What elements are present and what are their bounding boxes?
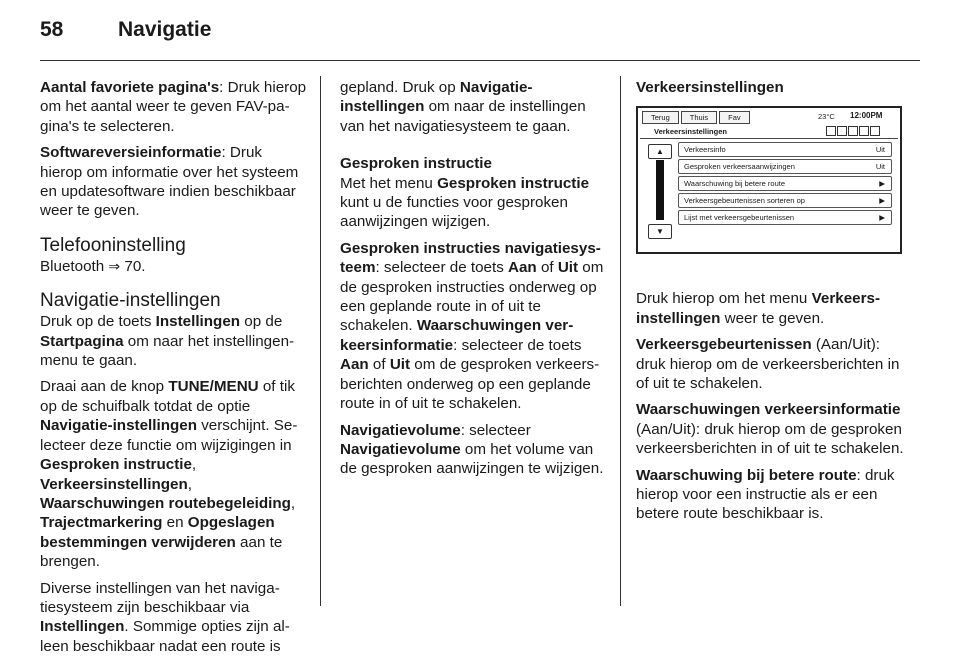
text: Diverse instellingen van het navigatiesysteem zijn beschikbaar via <box>40 579 280 616</box>
text: aan te brengen. <box>40 533 283 571</box>
text: : selecteer de toets <box>453 336 582 354</box>
text: : druk hierop voor een instructie als er een betere route beschikbaar is. <box>636 466 895 523</box>
term: Navigatie-instellingen <box>40 417 197 435</box>
chevron-right-icon: ▶ <box>879 179 885 188</box>
screen-tabs <box>642 111 750 124</box>
list-item[interactable] <box>678 210 892 225</box>
paragraph-tune-menu <box>40 377 308 571</box>
screen-divider <box>640 138 898 139</box>
paragraph-favorieten <box>40 78 308 136</box>
term: Waarschuwingen verkeersinformatie <box>636 401 901 419</box>
paragraph-software <box>40 143 308 221</box>
text: . Sommige opties zijn alleen beschikbaar nadat een route is <box>40 618 290 655</box>
page-reference[interactable]: 70. <box>124 257 146 275</box>
tab-terug[interactable]: Terug <box>642 111 679 124</box>
heading-telefooninstelling: Telefooninstelling <box>40 234 186 256</box>
text: om naar de instellingen van het navigatiesysteem te gaan. <box>340 98 586 135</box>
header-rule <box>40 60 920 61</box>
page-title: Navigatie <box>118 18 212 41</box>
text: op de <box>240 313 283 331</box>
text: Druk hierop om het menu <box>636 290 812 308</box>
chevron-right-icon: ▶ <box>879 196 885 205</box>
text: : selecteer <box>460 421 531 439</box>
column-divider-2 <box>620 76 621 606</box>
status-icon <box>848 126 858 136</box>
heading-gesproken-instructie: Gesproken instructie <box>340 155 492 173</box>
term: Gesproken instructie <box>40 456 192 474</box>
item-value: Uit <box>875 162 885 171</box>
text: verschijnt. Selecteer deze functie om wijzigingen in <box>40 417 298 454</box>
text: en <box>162 514 188 532</box>
term: Gesproken instructies navigatiesysteem <box>340 239 601 277</box>
list-item[interactable] <box>678 159 892 174</box>
clock: 12:00PM <box>850 111 883 120</box>
paragraph-gesproken-menu <box>340 174 608 232</box>
term: Uit <box>389 356 411 374</box>
term: Startpagina <box>40 332 124 350</box>
text: of <box>536 259 558 277</box>
term: Aantal favoriete pagina's <box>40 79 220 96</box>
paragraph-verkeers-menu <box>636 289 904 328</box>
text: om naar het instellingenmenu te gaan. <box>40 332 295 370</box>
page-header <box>40 18 211 42</box>
text: gepland. Druk op <box>340 79 460 96</box>
item-label: Verkeersgebeurtenissen sorteren op <box>684 196 805 205</box>
term: Instellingen <box>155 313 241 331</box>
text: , <box>290 494 296 512</box>
paragraph-verkeersgebeurtenissen <box>636 335 904 393</box>
item-value: Uit <box>875 145 885 154</box>
paragraph-navigatievolume <box>340 421 608 479</box>
arrow-icon: ⇒ <box>108 257 121 274</box>
text: , <box>187 475 192 493</box>
status-icons <box>826 126 880 136</box>
list-item[interactable] <box>678 193 892 208</box>
term: Gesproken instructie <box>437 174 590 192</box>
paragraph-bluetooth <box>40 257 308 276</box>
item-label: Lijst met verkeersgebeurtenissen <box>684 213 795 222</box>
text: om de gesproken verkeersberichten onderweg op een geplande route in of uit te schakelen. <box>340 356 600 413</box>
list-item[interactable] <box>678 176 892 191</box>
paragraph-betere-route <box>636 466 904 524</box>
text: om de gesproken instructies onderweg op een geplande route in of uit te schakelen. <box>340 259 604 335</box>
scroll-down-button[interactable]: ▼ <box>648 224 672 239</box>
term: Waarschuwingen routebegeleiding <box>40 494 291 512</box>
paragraph-diverse <box>40 579 308 657</box>
term: Aan <box>340 356 369 374</box>
term: Softwareversieinformatie <box>40 144 222 162</box>
term: Waarschuwingen verkeersinformatie <box>340 317 574 354</box>
tab-thuis[interactable]: Thuis <box>681 111 717 124</box>
paragraph-gepland <box>340 78 608 136</box>
term: Waarschuwing bij betere route <box>636 466 857 484</box>
verkeersinstellingen-screen <box>636 106 902 254</box>
term: Navigatievolume <box>340 440 461 458</box>
text: of <box>368 356 390 374</box>
term: Verkeersinstellingen <box>636 290 881 327</box>
paragraph-instellingen <box>40 312 308 370</box>
text: kunt u de functies voor gesproken aanwijzingen wijzigen. <box>340 194 568 231</box>
term: Verkeersinstellingen <box>40 475 188 493</box>
text: Druk op de toets <box>40 313 156 331</box>
page-number: 58 <box>40 18 64 41</box>
paragraph-waarschuwingen <box>636 400 904 458</box>
status-icon <box>837 126 847 136</box>
term: Uit <box>557 259 579 277</box>
term: Trajectmarkering <box>40 514 163 532</box>
text: (Aan/Uit): druk hierop om de gesproken verkeersberichten in of uit te schakelen. <box>636 420 904 458</box>
list-item[interactable] <box>678 142 892 157</box>
temperature: 23°C <box>818 112 835 121</box>
tab-fav[interactable]: Fav <box>719 111 750 124</box>
chevron-right-icon: ▶ <box>879 213 885 222</box>
text: of tik op de schuifbalk totdat de optie <box>40 378 295 415</box>
item-label: Gesproken verkeersaanwijzingen <box>684 162 795 171</box>
heading-verkeersinstellingen: Verkeersinstellingen <box>636 79 784 96</box>
term: Navigatie-instellingen <box>340 79 533 116</box>
item-label: Verkeersinfo <box>684 145 726 154</box>
text: : Druk hierop om informatie over het systeem en updatesoftware indien beschikbaar weer te geven. <box>40 144 299 220</box>
text: , <box>191 456 197 474</box>
text: : Druk hierop om het aantal weer te geven FAV-pagina's te selecteren. <box>40 79 307 135</box>
text: Met het menu <box>340 174 438 192</box>
text: Bluetooth <box>40 257 105 275</box>
term: Verkeersgebeurtenissen <box>636 336 812 354</box>
term: Instellingen <box>40 618 125 636</box>
text: om het volume van de gesproken aanwijzingen te wijzigen. <box>340 440 604 478</box>
paragraph-gesproken-instructies <box>340 239 608 414</box>
screen-title: Verkeersinstellingen <box>654 127 727 136</box>
column-2 <box>340 78 608 486</box>
text: Draai aan de knop <box>40 378 169 396</box>
item-label: Waarschuwing bij betere route <box>684 179 786 188</box>
status-icon <box>859 126 869 136</box>
text: : selecteer de toets <box>375 259 509 277</box>
scrollbar[interactable] <box>656 160 664 220</box>
text: (Aan/Uit): druk hierop om de verkeersberichten in of uit te schakelen. <box>636 336 900 393</box>
text: weer te geven. <box>720 309 825 327</box>
term: Opgeslagen bestemmingen verwijderen <box>40 514 275 551</box>
term: TUNE/MENU <box>168 378 259 396</box>
status-icon <box>870 126 880 136</box>
term: Aan <box>508 259 537 277</box>
column-1 <box>40 78 308 663</box>
column-divider-1 <box>320 76 321 606</box>
scroll-up-button[interactable]: ▲ <box>648 144 672 159</box>
term: Navigatievolume <box>340 421 461 439</box>
status-icon <box>826 126 836 136</box>
settings-list <box>678 142 892 227</box>
heading-navigatie-instellingen: Navigatie-instellingen <box>40 290 221 312</box>
